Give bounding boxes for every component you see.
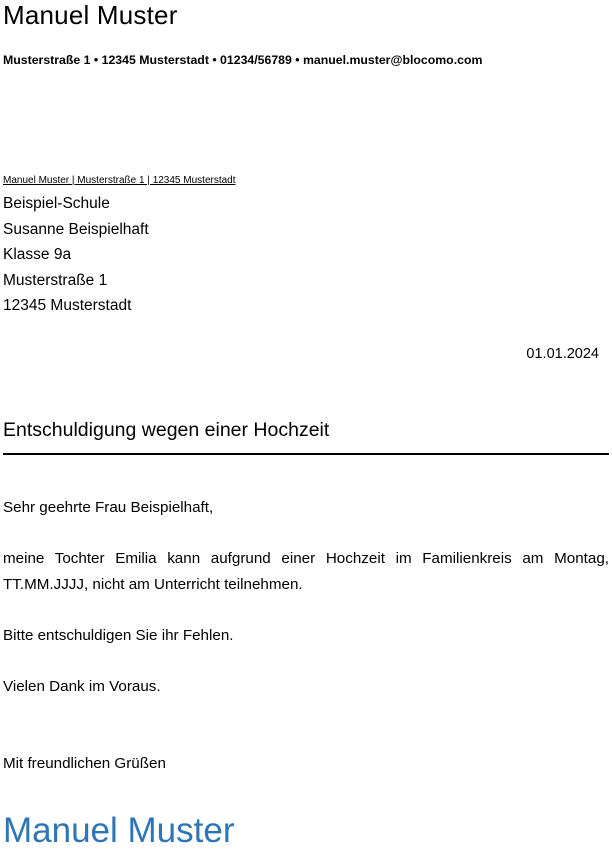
letter-subject: Entschuldigung wegen einer Hochzeit bbox=[3, 419, 330, 441]
recipient-city: 12345 Musterstadt bbox=[3, 297, 132, 314]
body-paragraph-1: meine Tochter Emilia kann aufgrund einer Hochzeit im Familienkreis am Montag, TT.MM.JJJJ, nicht am Unterricht teilnehmen. bbox=[3, 550, 609, 593]
signature-name: Manuel Muster bbox=[3, 811, 235, 850]
salutation: Sehr geehrte Frau Beispielhaft, bbox=[3, 499, 214, 516]
recipient-street: Musterstraße 1 bbox=[3, 271, 108, 289]
body-paragraph-3: Vielen Dank im Voraus. bbox=[3, 678, 161, 695]
return-address-line: Manuel Muster | Musterstraße 1 | 12345 Musterstadt bbox=[3, 175, 236, 186]
letter-date: 01.01.2024 bbox=[526, 346, 599, 362]
closing-phrase: Mit freundlichen Grüßen bbox=[3, 755, 166, 772]
recipient-address-block bbox=[3, 191, 149, 319]
recipient-school: Beispiel-Schule bbox=[3, 195, 110, 212]
subject-divider bbox=[3, 453, 609, 455]
recipient-class: Klasse 9a bbox=[3, 246, 72, 263]
sender-contact-line: Musterstraße 1 • 12345 Musterstadt • 01234/56789 • manuel.muster@blocomo.com bbox=[3, 53, 483, 67]
recipient-name: Susanne Beispielhaft bbox=[3, 220, 149, 238]
body-paragraph-2: Bitte entschuldigen Sie ihr Fehlen. bbox=[3, 627, 234, 644]
sender-name-heading: Manuel Muster bbox=[3, 0, 178, 30]
